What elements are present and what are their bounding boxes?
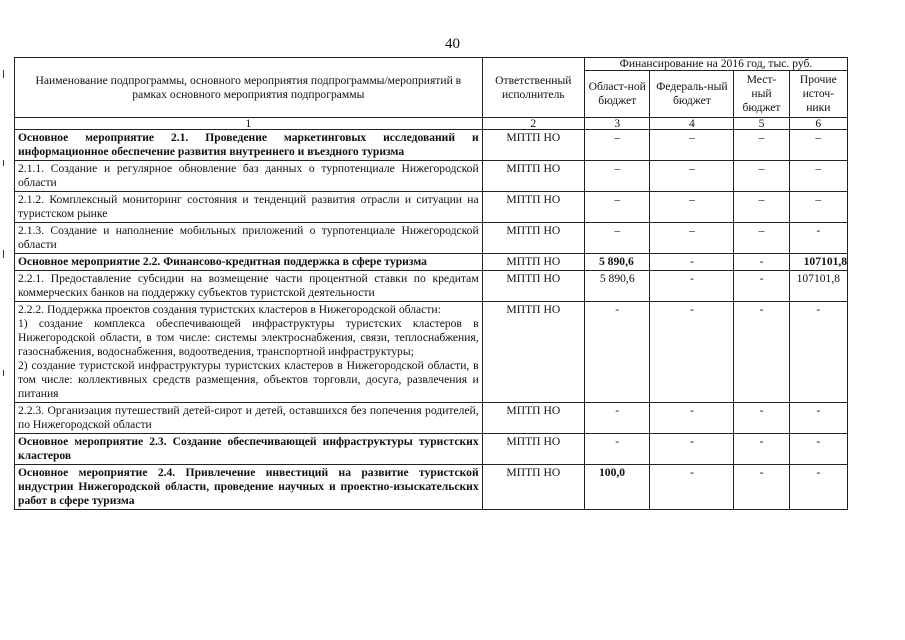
row-name: 2.2.1. Предоставление субсидии на возмещение части процентной ставки по кредитам коммерческих банков на поддержку субъектов туристской деятельности — [15, 271, 483, 302]
row-federal-budget: - — [650, 434, 734, 465]
row-federal-budget: - — [650, 465, 734, 510]
table-row — [15, 403, 848, 434]
row-federal-budget: - — [650, 403, 734, 434]
column-number-row — [15, 118, 848, 130]
row-other-sources: - — [789, 302, 847, 403]
row-other-sources: – — [789, 192, 847, 223]
col-number: 1 — [15, 118, 483, 130]
row-other-sources: – — [789, 161, 847, 192]
page-number: 40 — [445, 36, 460, 52]
row-name: 2.1.2. Комплексный мониторинг состояния и тенденций развития отрасли и ситуации на туристском рынке — [15, 192, 483, 223]
row-name: 2.2.2. Поддержка проектов создания туристских кластеров в Нижегородской области: 1) создание комплекса обеспечивающей инфраструктуры туристских кластеров в Нижегородской области, в том числе: системы электроснабжения, связи, теплоснабжения, газоснабжения, водоснабжения, водоотведения, транспортной инфраструктуры; 2) создание туристской инфраструктуры туристских кластеров в Нижегородской области, в том числе: коллективных средств размещения, объектов торговли, досуга, развлечения и питания — [15, 302, 483, 403]
row-responsible: МПТП НО — [482, 161, 584, 192]
row-responsible: МПТП НО — [482, 302, 584, 403]
row-federal-budget: - — [650, 302, 734, 403]
row-federal-budget: - — [650, 254, 734, 271]
table-row — [15, 302, 848, 403]
row-federal-budget: – — [650, 161, 734, 192]
row-local-budget: – — [734, 130, 789, 161]
row-responsible: МПТП НО — [482, 403, 584, 434]
header-other: Прочие источ-ники — [789, 71, 847, 118]
row-regional-budget: 5 890,6 — [584, 271, 649, 302]
header-federal: Федераль-ный бюджет — [650, 71, 734, 118]
row-responsible: МПТП НО — [482, 254, 584, 271]
row-federal-budget: – — [650, 223, 734, 254]
row-local-budget: – — [734, 161, 789, 192]
row-federal-budget: – — [650, 192, 734, 223]
row-name: Основное мероприятие 2.3. Создание обеспечивающей инфраструктуры туристских кластеров — [15, 434, 483, 465]
row-regional-budget: - — [584, 302, 649, 403]
header-name: Наименование подпрограммы, основного мероприятия подпрограммы/мероприятий в рамках основного мероприятия подпрограммы — [15, 58, 483, 118]
table-row — [15, 192, 848, 223]
col-number: 6 — [789, 118, 847, 130]
row-local-budget: – — [734, 192, 789, 223]
row-local-budget: - — [734, 271, 789, 302]
row-other-sources: 107101,8 — [789, 271, 847, 302]
row-local-budget: - — [734, 434, 789, 465]
row-responsible: МПТП НО — [482, 130, 584, 161]
row-regional-budget: - — [584, 434, 649, 465]
col-number: 5 — [734, 118, 789, 130]
row-name: Основное мероприятие 2.1. Проведение маркетинговых исследований и информационное обеспечение развития внутреннего и въездного туризма — [15, 130, 483, 161]
row-responsible: МПТП НО — [482, 192, 584, 223]
row-name: Основное мероприятие 2.4. Привлечение инвестиций на развитие туристской индустрии Нижегородской области, проведение научных и проектно-изыскательских работ в сфере туризма — [15, 465, 483, 510]
row-name: 2.1.1. Создание и регулярное обновление баз данных о турпотенциале Нижегородской области — [15, 161, 483, 192]
row-other-sources: - — [789, 465, 847, 510]
row-other-sources: - — [789, 223, 847, 254]
row-local-budget: – — [734, 223, 789, 254]
header-regional: Област-ной бюджет — [584, 71, 649, 118]
col-number: 3 — [584, 118, 649, 130]
row-regional-budget: – — [584, 130, 649, 161]
row-local-budget: - — [734, 465, 789, 510]
row-regional-budget: 5 890,6 — [584, 254, 649, 271]
row-responsible: МПТП НО — [482, 434, 584, 465]
table-row — [15, 434, 848, 465]
row-name: 2.1.3. Создание и наполнение мобильных приложений о турпотенциале Нижегородской области — [15, 223, 483, 254]
table-row — [15, 130, 848, 161]
row-regional-budget: – — [584, 223, 649, 254]
row-federal-budget: – — [650, 130, 734, 161]
row-other-sources: - — [789, 403, 847, 434]
header-responsible: Ответственный исполнитель — [482, 58, 584, 118]
table-row — [15, 161, 848, 192]
row-federal-budget: - — [650, 271, 734, 302]
left-margin-marks — [3, 70, 5, 470]
row-other-sources: - — [789, 434, 847, 465]
table-row — [15, 465, 848, 510]
row-responsible: МПТП НО — [482, 465, 584, 510]
row-responsible: МПТП НО — [482, 223, 584, 254]
row-name: Основное мероприятие 2.2. Финансово-кредитная поддержка в сфере туризма — [15, 254, 483, 271]
table-row — [15, 223, 848, 254]
row-other-sources: 107101,8 — [789, 254, 847, 271]
row-local-budget: - — [734, 302, 789, 403]
row-local-budget: - — [734, 403, 789, 434]
header-financing: Финансирование на 2016 год, тыс. руб. — [584, 58, 847, 71]
table-row — [15, 254, 848, 271]
table-row — [15, 271, 848, 302]
financing-table — [14, 57, 848, 510]
row-regional-budget: 100,0 — [584, 465, 649, 510]
header-local: Мест-ный бюджет — [734, 71, 789, 118]
row-other-sources: – — [789, 130, 847, 161]
row-regional-budget: – — [584, 161, 649, 192]
row-regional-budget: – — [584, 192, 649, 223]
col-number: 2 — [482, 118, 584, 130]
col-number: 4 — [650, 118, 734, 130]
row-responsible: МПТП НО — [482, 271, 584, 302]
row-name: 2.2.3. Организация путешествий детей-сирот и детей, оставшихся без попечения родителей, по Нижегородской области — [15, 403, 483, 434]
row-local-budget: - — [734, 254, 789, 271]
row-regional-budget: - — [584, 403, 649, 434]
